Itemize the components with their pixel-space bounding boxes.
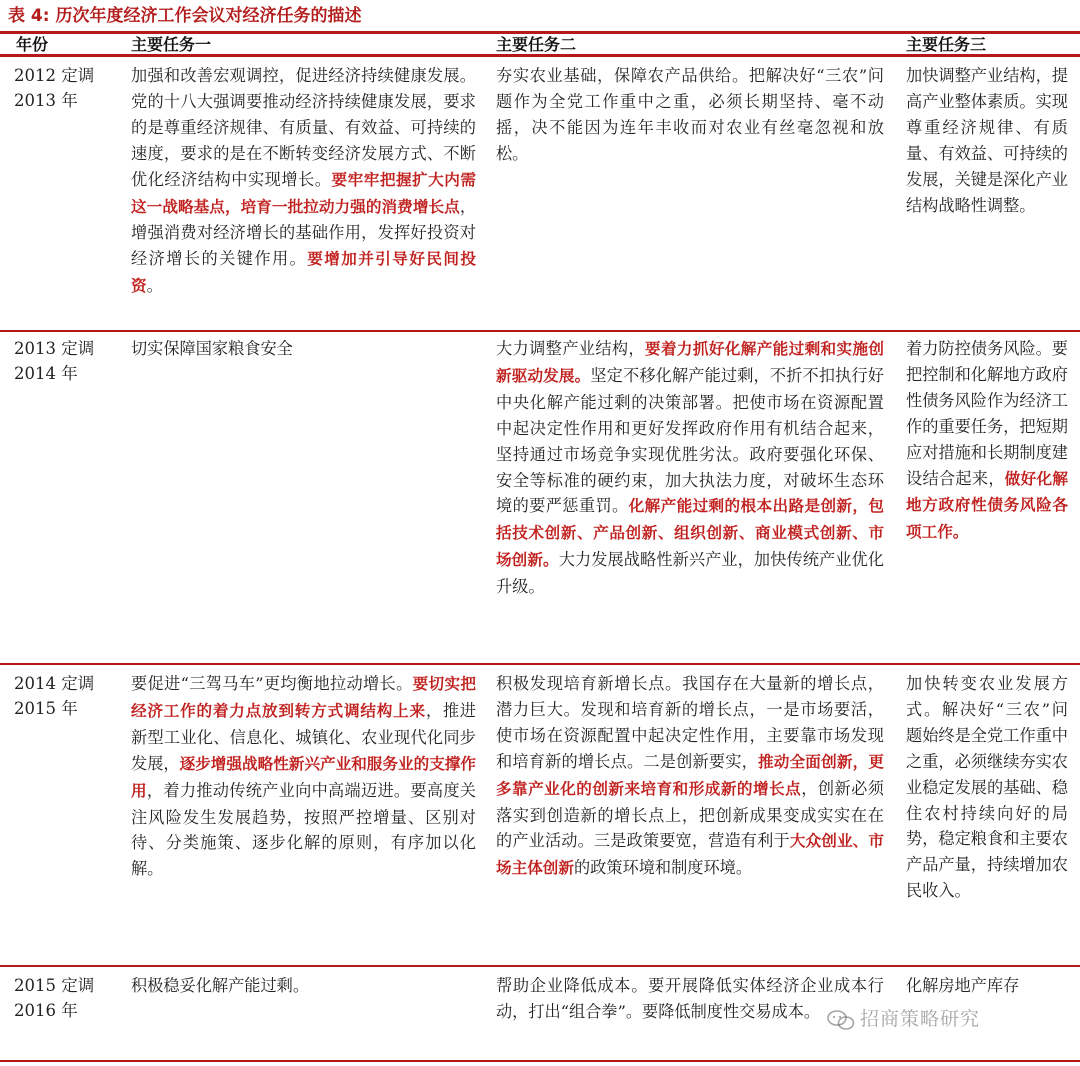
task-3-cell bbox=[906, 671, 1068, 904]
body-text: 的政策环境和制度环境。 bbox=[573, 858, 753, 878]
row-divider bbox=[0, 1060, 1080, 1062]
task-3-cell bbox=[906, 336, 1068, 546]
year-line: 2014 年 bbox=[14, 364, 78, 383]
body-text: 切实保障国家粮食安全 bbox=[131, 339, 293, 358]
highlight-text: 大众创业、市场主体创新 bbox=[496, 832, 884, 878]
year-cell bbox=[14, 973, 114, 1023]
highlight-text: 要增加并引导好民间投资 bbox=[131, 250, 476, 296]
task-2-cell bbox=[496, 63, 884, 167]
watermark-text: 招商策略研究 bbox=[860, 1008, 981, 1030]
highlight-text: 要切实把经济工作的着力点放到转方式调结构上来 bbox=[131, 675, 476, 720]
year-line: 2016 年 bbox=[14, 1001, 78, 1020]
watermark bbox=[826, 1004, 980, 1034]
body-text: 要促进“三驾马车”更均衡地拉动增长。 bbox=[131, 674, 413, 693]
body-text: 坚定不移化解产能过剩，不折不扣执行好中央化解产能过剩的决策部署。把使市场在资源配置中起决定性作用和更好发挥政府作用有机结合起来，坚持通过市场竞争实现优胜劣汰。政府要强化环保、安全等标准的硬约束，加大执法力度，对破坏生态环境的要严惩重罚。 bbox=[496, 365, 884, 516]
body-text: 加快调整产业结构，提高产业整体素质。实现尊重经济规律、有质量、有效益、可持续的发展，关键是深化产业结构战略性调整。 bbox=[906, 66, 1068, 215]
body-text: 大力调整产业结构， bbox=[496, 339, 645, 358]
body-text: 大力发展战略性新兴产业，加快传统产业优化升级。 bbox=[496, 550, 884, 597]
year-line: 2015 定调 bbox=[14, 976, 95, 995]
task-2-cell bbox=[496, 671, 884, 882]
year-cell bbox=[14, 63, 114, 113]
task-3-cell bbox=[906, 973, 1068, 999]
task-1-cell bbox=[131, 63, 476, 300]
highlight-text: 化解产能过剩的根本出路是创新，包括技术创新、产品创新、组织创新、商业模式创新、市场创新。 bbox=[496, 497, 884, 570]
year-cell bbox=[14, 671, 114, 721]
year-line: 2012 定调 bbox=[14, 66, 95, 85]
highlight-text: 要牢牢把握扩大内需这一战略基点，培育一批拉动力强的消费增长点 bbox=[131, 170, 476, 216]
body-text: 着力防控债务风险。要把控制和化解地方政府性债务风险作为经济工作的重要任务，把短期应对措施和长期制度建设结合起来， bbox=[906, 339, 1068, 488]
row-divider bbox=[0, 965, 1080, 967]
body-text: 化解房地产库存 bbox=[906, 976, 1020, 995]
task-2-cell bbox=[496, 336, 884, 600]
task-1-cell bbox=[131, 973, 476, 999]
highlight-text: 做好化解地方政府性债务风险各项工作。 bbox=[906, 469, 1068, 542]
body-text: ，着力推动传统产业向中高端迈进。要高度关注风险发生发展趋势，按照严控增量、区别对待、分类施策、逐步化解的原则，有序加以化解。 bbox=[131, 780, 476, 879]
header-task-3: 主要任务三 bbox=[906, 35, 987, 54]
year-line: 2013 定调 bbox=[14, 339, 95, 358]
body-text: ，增强消费对经济增长的基础作用，发挥好投资对经济增长的关键作用。 bbox=[131, 196, 476, 269]
highlight-text: 推动全面创新，更多靠产业化的创新来培育和形成新的增长点 bbox=[496, 752, 884, 798]
body-text: ，创新必须落实到创造新的增长点上，把创新成果变成实实在在的产业活动。三是政策要宽，营造有利于 bbox=[496, 778, 884, 851]
body-text: 帮助企业降低成本。要开展降低实体经济企业成本行动，打出“组合拳”。要降低制度性交易成本。 bbox=[496, 976, 884, 1021]
body-text: ，推进新型工业化、信息化、城镇化、农业现代化同步发展， bbox=[131, 700, 476, 773]
header-year: 年份 bbox=[16, 35, 49, 54]
year-cell bbox=[14, 336, 114, 386]
table-caption: 表 4: 历次年度经济工作会议对经济任务的描述 bbox=[8, 6, 362, 26]
table-header bbox=[0, 31, 1080, 57]
body-text: 加强和改善宏观调控，促进经济持续健康发展。党的十八大强调要推动经济持续健康发展，要求的是尊重经济规律、有质量、有效益、可持续的速度，要求的是在不断转变经济发展方式、不断优化经济结构中实现增长。 bbox=[131, 66, 476, 189]
body-text: 加快转变农业发展方式。解决好“三农”问题始终是全党工作重中之重，必须继续夯实农业稳定发展的基础、稳住农村持续向好的局势，稳定粮食和主要农产品产量，持续增加农民收入。 bbox=[906, 674, 1068, 901]
highlight-text: 逐步增强战略性新兴产业和服务业的支撑作用 bbox=[131, 754, 476, 800]
body-text: 积极稳妥化解产能过剩。 bbox=[131, 976, 310, 995]
year-line: 2015 年 bbox=[14, 699, 78, 718]
task-1-cell bbox=[131, 671, 476, 882]
row-divider bbox=[0, 330, 1080, 332]
body-text: 夯实农业基础，保障农产品供给。把解决好“三农”问题作为全党工作重中之重，必须长期坚持、毫不动摇，决不能因为连年丰收而对农业有丝毫忽视和放松。 bbox=[496, 66, 884, 163]
task-3-cell bbox=[906, 63, 1068, 218]
highlight-text: 要着力抓好化解产能过剩和实施创新驱动发展。 bbox=[496, 340, 884, 385]
header-task-2: 主要任务二 bbox=[496, 35, 577, 54]
row-divider bbox=[0, 663, 1080, 665]
task-1-cell bbox=[131, 336, 476, 362]
year-line: 2014 定调 bbox=[14, 674, 95, 693]
year-line: 2013 年 bbox=[14, 91, 78, 110]
header-task-1: 主要任务一 bbox=[131, 35, 212, 54]
body-text: 。 bbox=[146, 276, 163, 296]
body-text: 积极发现培育新增长点。我国存在大量新的增长点，潜力巨大。发现和培育新的增长点，一是市场要活，使市场在资源配置中起决定性作用，主要靠市场发现和培育新的增长点。二是创新要实， bbox=[496, 674, 884, 771]
wechat-icon bbox=[826, 1009, 856, 1031]
